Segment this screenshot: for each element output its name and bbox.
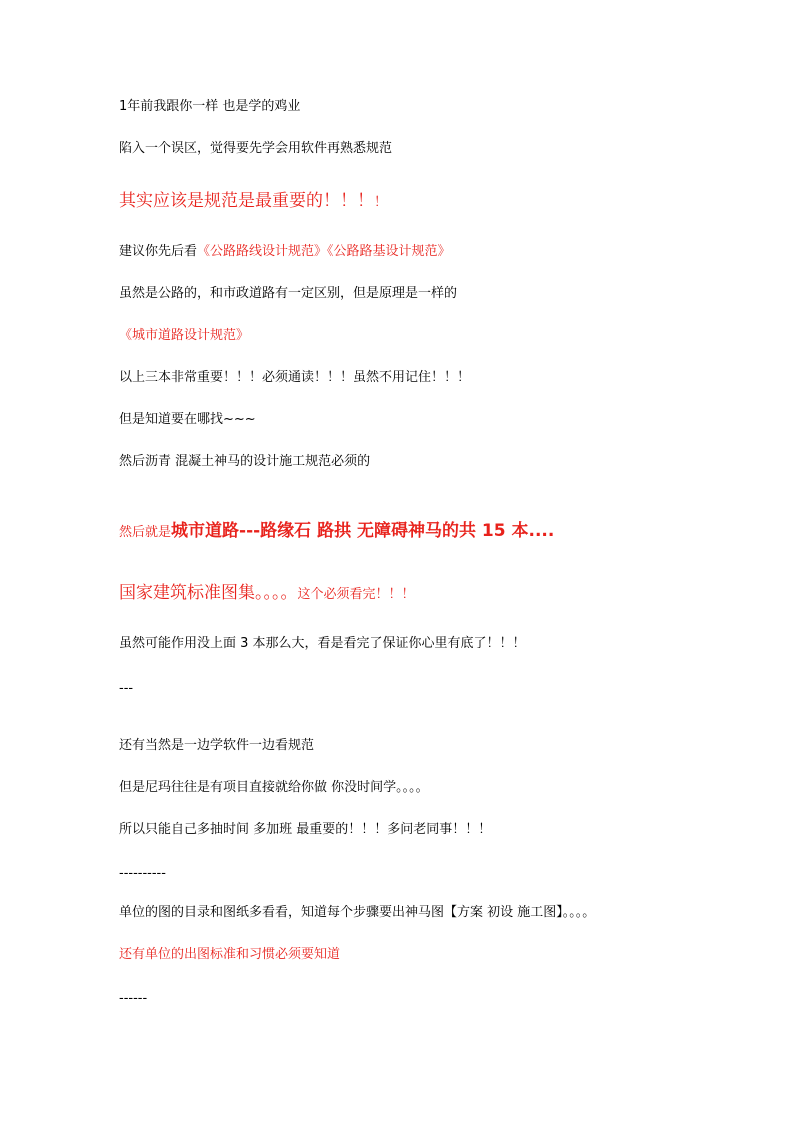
emphasis-text: 其实应该是规范是最重要的！！！ <box>119 191 374 211</box>
book-titles: 《公路路线设计规范》《公路路基设计规范》 <box>197 244 451 259</box>
paragraph-text: 然后就是 <box>119 525 172 540</box>
separator-text: ------ <box>119 991 148 1006</box>
paragraph-importance <box>119 369 470 387</box>
paragraph-text: 建议你先后看 <box>119 244 198 259</box>
paragraph-difference <box>119 285 457 303</box>
paragraph-drawings <box>119 904 595 922</box>
paragraph-drawing-standards <box>119 946 340 964</box>
paragraph-text: 陷入一个误区，觉得要先学会用软件再熟悉规范 <box>119 141 393 156</box>
paragraph-text: 但是尼玛往往是有项目直接就给你做 你没时间学。。。。 <box>119 780 429 795</box>
paragraph-misconception <box>119 140 392 158</box>
emphasis-text: 国家建筑标准图集。。。。 <box>119 583 298 603</box>
emphasis-text-small: 这个必须看完！！！ <box>297 587 415 602</box>
paragraph-text: 单位的图的目录和图纸多看看，知道每个步骤要出神马图【方案 初设 施工图】。。。。 <box>119 905 596 920</box>
paragraph-city-road-book <box>119 327 249 345</box>
separator-1 <box>119 680 133 698</box>
paragraph-intro <box>119 98 300 116</box>
paragraph-text: 以上三本非常重要！！！必须通读！！！虽然不用记住！！！ <box>119 370 471 385</box>
paragraph-reassurance <box>119 635 526 653</box>
paragraph-national-atlas <box>119 582 415 604</box>
paragraph-text: 1年前我跟你一样 也是学的鸡业 <box>119 99 301 114</box>
paragraph-text: 虽然是公路的，和市政道路有一定区别，但是原理是一样的 <box>119 286 458 301</box>
paragraph-no-time <box>119 779 429 797</box>
paragraph-text: 还有当然是一边学软件一边看规范 <box>119 738 315 753</box>
paragraph-emphasis-standards <box>119 190 387 212</box>
emphasis-text: 城市道路---路缘石 路拱 无障碍神马的共 15 本.... <box>171 521 555 541</box>
paragraph-learn-software <box>119 737 314 755</box>
separator-2 <box>119 865 166 883</box>
paragraph-text: 虽然可能作用没上面 3 本那么大，看是看完了保证你心里有底了！！！ <box>119 636 526 651</box>
book-title: 《城市道路设计规范》 <box>119 328 250 343</box>
paragraph-text: 但是知道要在哪找~~~ <box>119 412 256 427</box>
paragraph-asphalt-concrete <box>119 453 370 471</box>
paragraph-city-road-series <box>119 520 554 542</box>
separator-text: ---------- <box>119 866 166 881</box>
paragraph-know-where <box>119 411 256 429</box>
separator-3 <box>119 990 147 1008</box>
emphasis-text-small: ！ <box>374 195 388 210</box>
paragraph-text: 所以只能自己多抽时间 多加班 最重要的！！！多问老同事！！！ <box>119 822 492 837</box>
emphasis-text: 还有单位的出图标准和习惯必须要知道 <box>119 947 341 962</box>
separator-text: --- <box>119 681 134 696</box>
paragraph-text: 然后沥青 混凝土神马的设计施工规范必须的 <box>119 454 371 469</box>
paragraph-recommendation <box>119 243 451 261</box>
paragraph-overtime <box>119 821 491 839</box>
